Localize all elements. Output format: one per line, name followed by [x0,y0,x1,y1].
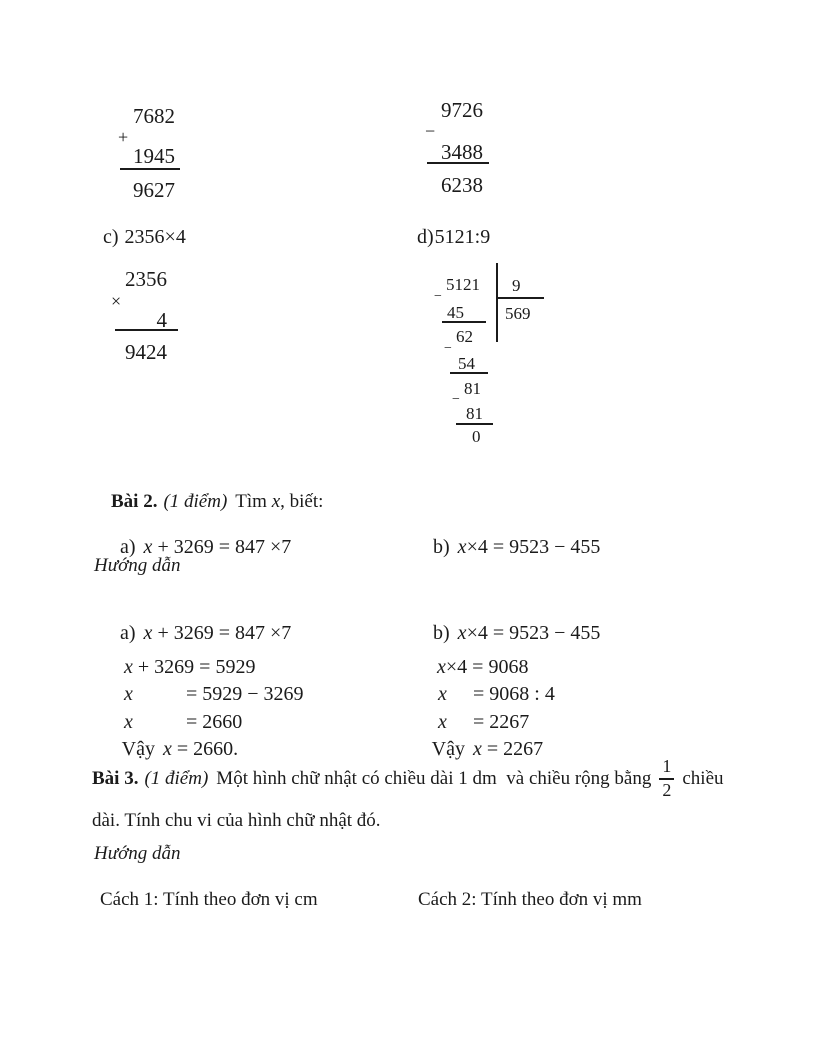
variable-x: x [472,738,482,760]
bai2-variable-x: x [271,490,281,512]
multiplication-result: 9424 [125,340,167,364]
bai3-guide-label: Hướng dẫn [94,843,181,864]
variable-x: x [124,711,133,733]
part-a-letter: a) [120,536,136,558]
bai3-points: (1 điểm) [144,768,209,790]
equation-a: + 3269 = 847 ×7 [157,536,292,558]
times-icon: × [111,291,122,311]
subtraction-top-operand: 9726 [441,98,483,122]
equation-text: = 2267 [473,711,530,733]
fraction-one-half [659,757,674,801]
vay-text: Vậy [431,738,465,760]
plus-icon: + [118,127,129,147]
vay-text: Vậy [121,738,155,760]
division-vertical-line [496,263,498,342]
multiplication-bottom-operand: 4 [156,308,167,332]
bai2-heading-tail: , biết: [280,490,324,512]
equation-text: ×4 = 9523 − 455 [466,622,601,644]
variable-x: x [143,622,153,644]
equation-b: ×4 = 9523 − 455 [466,536,601,558]
division-step-45: 45 [447,303,464,322]
variable-x: x [437,656,446,678]
division-underline-2 [450,372,488,374]
variable-x: x [143,536,153,558]
part-d-expression: 5121:9 [434,226,491,248]
division-underline-3 [456,423,493,425]
addition-bottom-operand: 1945 [133,144,175,168]
equation-text: = 2267 [486,738,544,760]
equation-text: = 9068 : 4 [473,683,555,705]
division-underline-1 [442,321,486,323]
fraction-denominator: 2 [662,780,672,800]
part-b-letter: b) [433,536,450,558]
bai2-guide-label: Hướng dẫn [94,555,181,576]
division-minus-3: − [452,392,460,407]
division-step-54: 54 [458,354,475,373]
variable-x: x [162,738,172,760]
multiplication-rule-line [115,329,178,331]
equation-text: + 3269 = 5929 [137,656,256,678]
multiplication-top-operand: 2356 [125,267,167,291]
part-d-label [417,227,490,247]
division-minus-2: − [444,341,452,356]
part-c-expression: 2356×4 [124,226,186,248]
equation-text: = 2660. [176,738,239,760]
part-b-letter: b) [433,622,450,644]
divisor-rule-line [496,297,544,299]
variable-x: x [457,622,467,644]
subtraction-work [424,96,483,201]
bai3-text-after-fraction: chiều [682,768,724,790]
variable-x: x [457,536,467,558]
division-divisor: 9 [512,276,521,295]
part-c-label [103,227,186,247]
bai2-points: (1 điểm) [163,490,228,512]
long-division-work [430,260,560,455]
addition-rule-line [120,168,180,170]
subtraction-bottom-operand: 3488 [441,140,483,164]
bai2-find-text: Tìm [235,490,267,512]
division-step-62: 62 [456,327,473,346]
division-dividend: 5121 [446,275,480,294]
equation-text: + 3269 = 847 ×7 [157,622,292,644]
division-step-81a: 81 [464,379,481,398]
minus-icon: − [425,121,436,141]
variable-x: x [438,711,447,733]
division-step-81b: 81 [466,404,483,423]
bai2-part-b [413,514,600,580]
equation-text: = 2660 [186,711,243,733]
division-remainder: 0 [472,427,481,446]
variable-x: x [438,683,447,705]
variable-x: x [124,683,133,705]
addition-work [118,102,175,207]
subtraction-rule-line [427,162,489,164]
division-quotient: 569 [505,304,531,323]
bai3-text-before-fraction: Một hình chữ nhật có chiều dài 1 dm và chiều rộng bằng [216,768,652,790]
division-minus-1: − [434,289,442,304]
part-a-letter: a) [120,622,136,644]
bai3-heading-line1 [92,756,724,802]
addition-top-operand: 7682 [133,104,175,128]
bai3-method-2: Cách 2: Tính theo đơn vị mm [418,889,642,910]
multiplication-work [110,266,167,371]
variable-x: x [124,656,133,678]
fraction-numerator: 1 [659,757,674,780]
part-c-letter: c) [103,226,119,248]
equation-text: ×4 = 9068 [445,656,529,678]
bai3-heading-line2: dài. Tính chu vi của hình chữ nhật đó. [92,810,381,831]
part-d-letter: d) [417,226,434,248]
bai2-number: Bài 2. [111,490,158,512]
addition-result: 9627 [133,178,175,202]
subtraction-result: 6238 [441,173,483,197]
bai3-method-1: Cách 1: Tính theo đơn vị cm [100,889,318,910]
equation-text: = 5929 − 3269 [186,683,304,705]
bai3-number: Bài 3. [92,768,139,790]
